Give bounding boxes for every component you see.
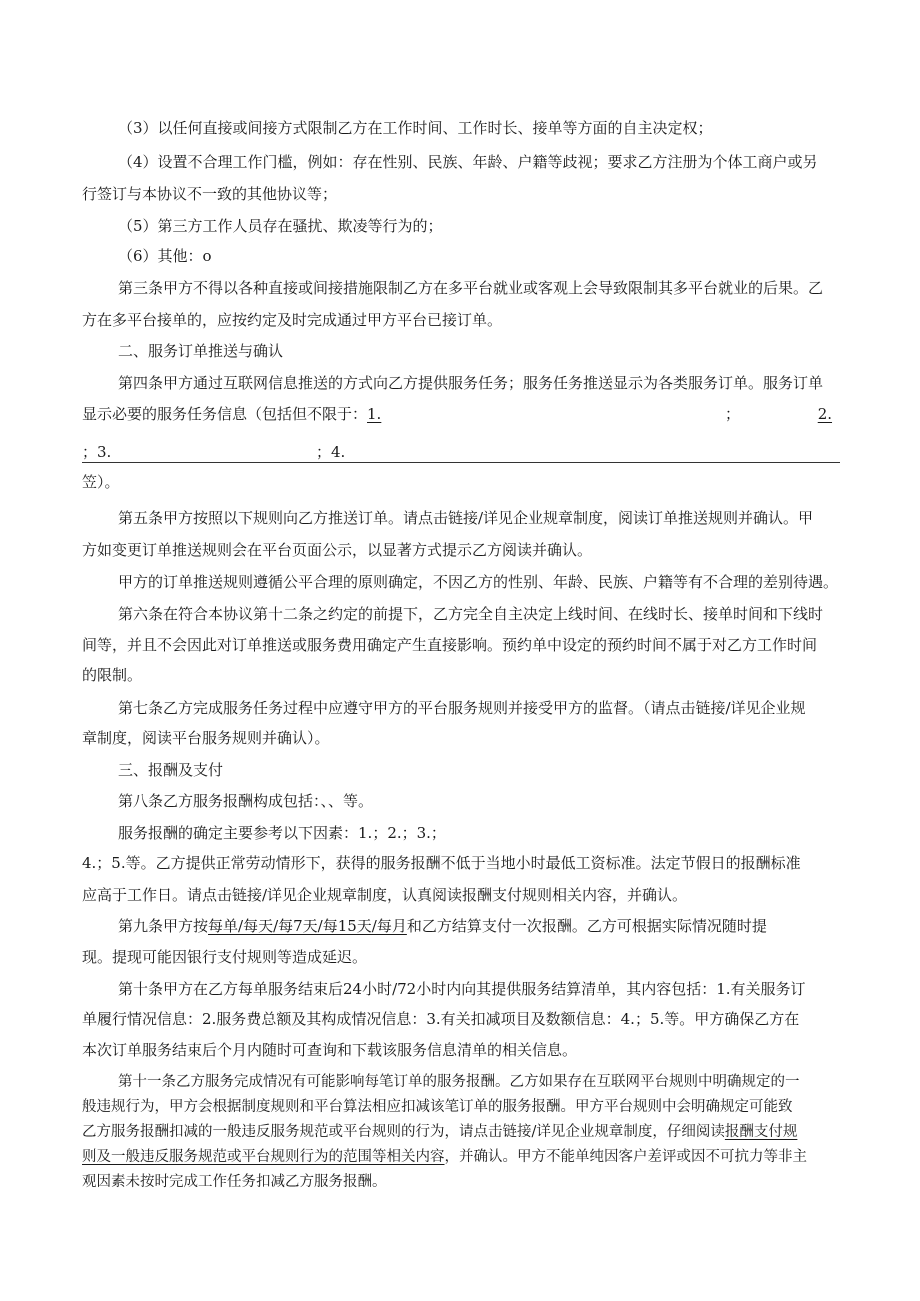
article-5: 第五条甲方按照以下规则向乙方推送订单。请点击链接/详见企业规章制度，阅读订单推送规则并确认。甲 [118,509,814,527]
blank-field-1: 1. [367,405,382,423]
article-6-cont: 间等，并且不会因此对订单推送或服务费用确定产生直接影响。预约单中设定的预约时间不属于对乙方工作时间 [82,636,818,654]
article-11: 第十一条乙方服务完成情况有可能影响每笔订单的服务报酬。乙方如果存在互联网平台规则中明确规定的一 [118,1074,800,1090]
article-11-text: 乙方服务报酬扣减的一般违反服务规范或平台规则的行为，请点击链接/详见企业规章制度，仔细阅读 [82,1124,725,1140]
article-4: 第四条甲方通过互联网信息推送的方式向乙方提供服务任务；服务任务推送显示为各类服务订单。服务订单 [118,374,824,392]
remuneration-factors-cont: 4.；5.等。乙方提供正常劳动情形下，获得的服务报酬不低于当地小时最低工资标准。法定节假日的报酬标准 [82,854,801,872]
article-9-tail: 和乙方结算支付一次报酬。乙方可根据实际情况随时提 [406,917,767,935]
clause-item-5: （5）第三方工作人员存在骚扰、欺凌等行为的； [118,217,443,235]
clause-item-4: （4）设置不合理工作门槛，例如：存在性别、民族、年龄、户籍等歧视；要求乙方注册为个体工商户或另 [118,153,818,171]
blank-field-4: ；4. [316,443,346,461]
article-3: 第三条甲方不得以各种直接或间接措施限制乙方在多平台就业或客观上会导致限制其多平台就业的后果。乙 [118,279,824,297]
article-10-cont: 单履行情况信息：2.服务费总额及其构成情况信息：3.有关扣减项目及数额信息：4.；5.等。甲方确保乙方在 [82,1010,800,1028]
article-5-cont: 方如变更订单推送规则会在平台页面公示，以显著方式提示乙方阅读并确认。 [82,541,593,559]
section-heading-2: 二、服务订单推送与确认 [118,342,284,360]
article-10: 第十条甲方在乙方每单服务结束后24小时/72小时内向其提供服务结算清单，其内容包括：1.有关服务订 [118,980,806,998]
article-4-cont [82,404,842,424]
clause-item-6: （6）其他：o [118,247,212,265]
article-7: 第七条乙方完成服务任务过程中应遵守甲方的平台服务规则并接受甲方的监督。（请点击链接/详见企业规 [118,699,806,717]
article-9-cont: 现。提现可能因银行支付规则等造成延迟。 [82,948,368,966]
article-4-lead: 显示必要的服务任务信息（包括但不限于： [82,405,368,423]
article-3-cont: 方在多平台接单的，应按约定及时完成通过甲方平台已接订单。 [82,311,503,329]
article-11-text-cont: ，并确认。甲方不能单纯因客户差评或因不可抗力等非主 [444,1149,807,1165]
separator: ； [725,405,741,423]
article-6-end: 的限制。 [82,666,143,684]
remuneration-factors: 服务报酬的确定主要参考以下因素：1.；2.；3.； [118,824,446,842]
article-9-lead: 第九条甲方按 [118,917,209,935]
article-6: 第六条在符合本协议第十二条之约定的前提下，乙方完全自主决定上线时间、在线时长、接单时间和下线时 [118,605,824,623]
article-4-end: 笠）。 [82,473,120,491]
article-7-cont: 章制度，阅读平台服务规则并确认）。 [82,729,330,747]
settlement-period-options: 每单/每天/每7天/每15天/每月 [208,917,407,935]
article-4-blanks [82,442,345,462]
section-heading-3: 三、报酬及支付 [118,761,224,779]
blank-field-2: 2. [817,405,833,423]
clause-item-4-cont: 行签订与本协议不一致的其他协议等； [82,185,338,203]
article-11-cont-1: 般违规行为，甲方会根据制度规则和平台算法相应扣减该笔订单的服务报酬。甲方平台规则中会明确规定可能致 [82,1099,793,1115]
article-11-cont-2 [82,1122,797,1142]
rule-reference-underlined-cont: 则及一般违反服务规范或平台规则行为的范围等相关内容 [82,1149,445,1165]
article-5-para-2: 甲方的订单推送规则遵循公平合理的原则确定，不因乙方的性别、年龄、民族、户籍等有不合理的差别待遇。 [118,573,839,591]
article-10-end: 本次订单服务结束后个月内随时可查询和下载该服务信息清单的相关信息。 [82,1041,578,1059]
clause-item-3: （3）以任何直接或间接方式限制乙方在工作时间、工作时长、接单等方面的自主决定权； [118,119,713,137]
article-11-cont-3 [82,1147,807,1167]
blank-field-3: ；3. [82,443,112,461]
remuneration-factors-end: 应高于工作日。请点击链接/详见企业规章制度，认真阅读报酬支付规则相关内容，并确认。 [82,886,688,904]
horizontal-rule [82,462,840,463]
article-9 [118,916,767,936]
rule-reference-underlined: 报酬支付规 [724,1124,798,1140]
article-11-end: 观因素未按时完成工作任务扣减乙方服务报酬。 [82,1174,387,1190]
article-8: 第八条乙方服务报酬构成包括：、、等。 [118,792,374,810]
